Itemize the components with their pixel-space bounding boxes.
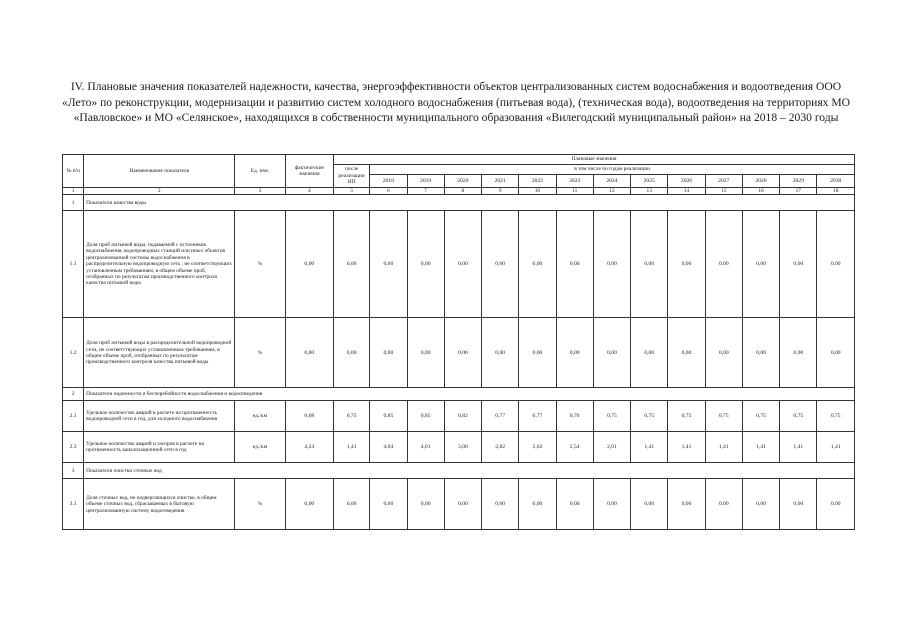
row-num: 1.1 xyxy=(63,211,84,318)
section-num: 2 xyxy=(63,388,84,401)
row-year-value: 0,00 xyxy=(780,479,817,530)
row-year-value: 0,00 xyxy=(705,479,742,530)
row-after-value: 0,00 xyxy=(333,211,369,318)
year-header: 2022 xyxy=(519,175,556,188)
row-year-value: 0,75 xyxy=(817,401,855,432)
column-number: 16 xyxy=(742,188,779,195)
column-number: 17 xyxy=(780,188,817,195)
row-year-value: 0,85 xyxy=(407,401,444,432)
row-year-value: 1,41 xyxy=(705,432,742,463)
row-year-value: 0,00 xyxy=(444,211,481,318)
year-header: 2026 xyxy=(668,175,705,188)
row-num: 1.2 xyxy=(63,318,84,388)
row-unit: % xyxy=(235,479,285,530)
year-header: 2023 xyxy=(556,175,593,188)
column-number: 13 xyxy=(631,188,668,195)
row-unit: % xyxy=(235,211,285,318)
row-year-value: 0,76 xyxy=(556,401,593,432)
row-year-value: 0,00 xyxy=(780,318,817,388)
row-name: Доля проб питьевой воды в распределительной водопроводной сети, не соответствующих установленным требованиям, в общем объеме проб, отобранных по результатам производственного контроля качества питьевой воды xyxy=(84,318,235,388)
row-year-value: 0,00 xyxy=(593,318,630,388)
row-year-value: 2,82 xyxy=(482,432,519,463)
column-number: 18 xyxy=(817,188,855,195)
column-number: 12 xyxy=(593,188,630,195)
section-row-2 xyxy=(63,388,855,401)
row-year-value: 0,00 xyxy=(817,211,855,318)
row-after-value: 0,00 xyxy=(333,318,369,388)
row-year-value: 0,75 xyxy=(668,401,705,432)
year-header: 2024 xyxy=(593,175,630,188)
table-row xyxy=(63,432,855,463)
indicators-table xyxy=(62,154,855,530)
year-header: 2028 xyxy=(742,175,779,188)
row-year-value: 0,75 xyxy=(631,401,668,432)
row-year-value: 0,00 xyxy=(482,318,519,388)
table-row xyxy=(63,211,855,318)
column-number: 15 xyxy=(705,188,742,195)
row-year-value: 0,00 xyxy=(817,318,855,388)
row-year-value: 0,77 xyxy=(482,401,519,432)
row-year-value: 0,00 xyxy=(631,479,668,530)
row-actual-value: 4,24 xyxy=(285,432,333,463)
row-num: 2.3 xyxy=(63,432,84,463)
row-year-value: 0,00 xyxy=(631,318,668,388)
year-header: 2021 xyxy=(482,175,519,188)
row-year-value: 0,00 xyxy=(444,479,481,530)
row-year-value: 2,01 xyxy=(593,432,630,463)
document-title: IV. Плановые значения показателей надежности, качества, энергоэффективности объектов централизованных систем водоснабжения и водоотведения ООО «Лето» по реконструкции, модернизации и развитию систем холодного водоснабжения (питьевая вода), (техническая вода), водоотведения на территориях МО «Павловское» и МО «Селянское», находящихся в собственности муниципального образования «Вилегодский муниципальный район» на 2018 – 2030 годы xyxy=(61,80,851,125)
row-unit: ед./км xyxy=(235,401,285,432)
row-year-value: 0,00 xyxy=(519,318,556,388)
row-year-value: 0,75 xyxy=(742,401,779,432)
row-year-value: 0,00 xyxy=(444,318,481,388)
row-year-value: 3,00 xyxy=(444,432,481,463)
column-number: 9 xyxy=(482,188,519,195)
header-planned: Плановые значения xyxy=(333,155,854,165)
row-year-value: 0,00 xyxy=(370,211,407,318)
row-name: Удельное количество аварий в расчете на протяженность водопроводной сети в год, для холодного водоснабжения xyxy=(84,401,235,432)
row-after-value: 0,00 xyxy=(333,479,369,530)
row-year-value: 1,41 xyxy=(742,432,779,463)
row-year-value: 0,00 xyxy=(519,479,556,530)
column-number: 14 xyxy=(668,188,705,195)
row-after-value: 0,75 xyxy=(333,401,369,432)
year-header: 2029 xyxy=(780,175,817,188)
row-year-value: 4,04 xyxy=(370,432,407,463)
header-by-years: в том числе по годам реализации xyxy=(370,165,855,175)
row-year-value: 0,75 xyxy=(705,401,742,432)
header-num: № п/п xyxy=(63,155,84,188)
row-unit: ед./км xyxy=(235,432,285,463)
row-year-value: 0,00 xyxy=(407,318,444,388)
row-year-value: 0,00 xyxy=(668,211,705,318)
table-row xyxy=(63,401,855,432)
year-header: 2019 xyxy=(407,175,444,188)
column-number: 3 xyxy=(235,188,285,195)
row-year-value: 4,01 xyxy=(407,432,444,463)
row-unit: % xyxy=(235,318,285,388)
section-num: 3 xyxy=(63,463,84,479)
row-year-value: 0,00 xyxy=(742,318,779,388)
section-title: Показатели очистки сточных вод xyxy=(84,463,855,479)
row-year-value: 0,85 xyxy=(370,401,407,432)
row-year-value: 0,75 xyxy=(780,401,817,432)
row-year-value: 0,75 xyxy=(593,401,630,432)
column-number: 10 xyxy=(519,188,556,195)
row-year-value: 1,41 xyxy=(780,432,817,463)
row-name: Удельное количество аварий и засоров в расчете на протяженность канализационной сети в год xyxy=(84,432,235,463)
year-header: 2025 xyxy=(631,175,668,188)
section-title: Показатели надежности и бесперебойности водоснабжения и водоотведения xyxy=(84,388,855,401)
row-year-value: 0,00 xyxy=(482,479,519,530)
row-year-value: 0,00 xyxy=(556,479,593,530)
section-row-1 xyxy=(63,195,855,211)
row-year-value: 0,00 xyxy=(631,211,668,318)
row-year-value: 0,00 xyxy=(742,211,779,318)
header-name: Наименование показателя xyxy=(84,155,235,188)
table-row xyxy=(63,479,855,530)
row-actual-value: 0,68 xyxy=(285,401,333,432)
row-year-value: 0,00 xyxy=(742,479,779,530)
column-number: 7 xyxy=(407,188,444,195)
column-number: 8 xyxy=(444,188,481,195)
header-row-1 xyxy=(63,155,855,165)
column-number: 5 xyxy=(333,188,369,195)
table-row xyxy=(63,318,855,388)
row-year-value: 0,00 xyxy=(593,211,630,318)
row-year-value: 2,54 xyxy=(556,432,593,463)
row-year-value: 0,00 xyxy=(668,479,705,530)
row-year-value: 0,00 xyxy=(668,318,705,388)
row-num: 2.1 xyxy=(63,401,84,432)
header-after: после реализации ИП xyxy=(333,165,369,188)
row-year-value: 0,00 xyxy=(407,211,444,318)
row-year-value: 0,00 xyxy=(705,318,742,388)
row-year-value: 0,00 xyxy=(482,211,519,318)
column-number: 4 xyxy=(285,188,333,195)
column-numbers-row xyxy=(63,188,855,195)
row-actual-value: 0,00 xyxy=(285,318,333,388)
column-number: 2 xyxy=(84,188,235,195)
row-year-value: 1,41 xyxy=(631,432,668,463)
row-name: Доля проб питьевой воды, подаваемой с источников водоснабжения, водопроводных станций или иных объектов централизованной системы водоснабжения в распределительную водопроводную сеть , не соответствующих установленным требованиям, в общем объеме проб, отобранных по результатам производственного контроля качества питьевой воды xyxy=(84,211,235,318)
header-unit: Ед. изм. xyxy=(235,155,285,188)
row-year-value: 1,41 xyxy=(817,432,855,463)
row-year-value: 0,00 xyxy=(593,479,630,530)
row-after-value: 1,41 xyxy=(333,432,369,463)
row-year-value: 0,00 xyxy=(556,211,593,318)
row-year-value: 0,00 xyxy=(407,479,444,530)
year-header: 2027 xyxy=(705,175,742,188)
row-year-value: 0,00 xyxy=(705,211,742,318)
row-num: 3.1 xyxy=(63,479,84,530)
row-year-value: 1,41 xyxy=(668,432,705,463)
row-actual-value: 0,00 xyxy=(285,211,333,318)
row-name: Доля сточных вод, не подвергающихся очистке, в общем объеме сточных вод, сбрасываемых в бытовую централизованную систему водоотведения xyxy=(84,479,235,530)
row-year-value: 0,00 xyxy=(817,479,855,530)
row-year-value: 0,00 xyxy=(370,479,407,530)
year-header: 2030 xyxy=(817,175,855,188)
row-year-value: 0,00 xyxy=(780,211,817,318)
row-year-value: 0,82 xyxy=(444,401,481,432)
row-year-value: 2,62 xyxy=(519,432,556,463)
section-title: Показатели качества воды xyxy=(84,195,855,211)
year-header: 2020 xyxy=(444,175,481,188)
year-header: 2018 xyxy=(370,175,407,188)
row-year-value: 0,00 xyxy=(370,318,407,388)
column-number: 11 xyxy=(556,188,593,195)
header-actual: фактические значения xyxy=(285,155,333,188)
row-year-value: 0,77 xyxy=(519,401,556,432)
column-number: 1 xyxy=(63,188,84,195)
row-year-value: 0,00 xyxy=(519,211,556,318)
column-number: 6 xyxy=(370,188,407,195)
row-actual-value: 0,00 xyxy=(285,479,333,530)
row-year-value: 0,00 xyxy=(556,318,593,388)
section-num: 1 xyxy=(63,195,84,211)
section-row-3 xyxy=(63,463,855,479)
